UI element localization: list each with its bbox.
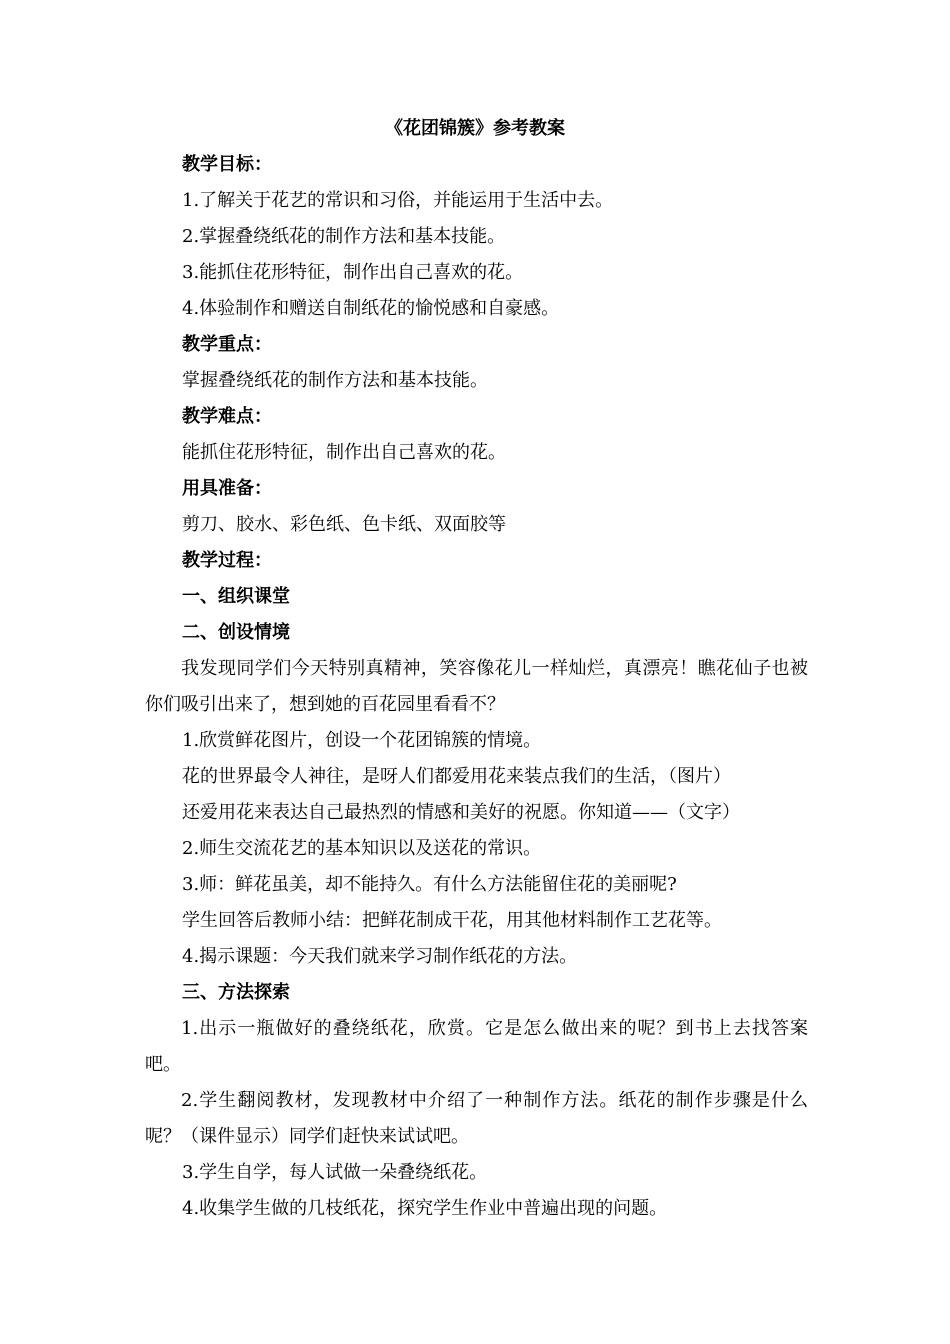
difficulty-text: 能抓住花形特征，制作出自己喜欢的花。	[182, 442, 506, 463]
section-2-line: 1.欣赏鲜花图片，创设一个花团锦簇的情境。	[182, 730, 542, 751]
section-2-line: 还爱用花来表达自己最热烈的情感和美好的祝愿。你知道——（文字）	[182, 802, 740, 823]
section-2-intro: 我发现同学们今天特别真精神，笑容像花儿一样灿烂，真漂亮！瞧花仙子也被你们吸引出来了，想到她的百花园里看看不？	[145, 658, 808, 715]
key-point-text: 掌握叠绕纸花的制作方法和基本技能。	[182, 370, 488, 391]
document-title: 《花团锦簇》参考教案	[385, 118, 565, 139]
section-3-line: 4.收集学生做的几枝纸花，探究学生作业中普遍出现的问题。	[182, 1198, 668, 1219]
difficulty-heading: 教学难点：	[182, 406, 272, 427]
process-heading: 教学过程：	[182, 550, 272, 571]
section-3-heading: 三、方法探索	[182, 982, 290, 1003]
section-2-line: 4.揭示课题：今天我们就来学习制作纸花的方法。	[182, 946, 578, 967]
section-2-heading: 二、创设情境	[182, 622, 290, 643]
materials-text: 剪刀、胶水、彩色纸、色卡纸、双面胶等	[182, 514, 506, 535]
section-2-line: 花的世界最令人神往，是呀人们都爱用花来装点我们的生活，（图片）	[182, 766, 731, 787]
section-2-line: 2.师生交流花艺的基本知识以及送花的常识。	[182, 838, 542, 859]
section-3-line: 3.学生自学，每人试做一朵叠绕纸花。	[182, 1162, 488, 1183]
section-3-paragraph: 2.学生翻阅教材，发现教材中介绍了一种制作方法。纸花的制作步骤是什么呢？（课件显示）同学们赶快来试试吧。	[145, 1090, 808, 1147]
objective-item: 3.能抓住花形特征，制作出自己喜欢的花。	[182, 262, 524, 283]
section-2-line: 3.师：鲜花虽美，却不能持久。有什么方法能留住花的美丽呢?	[182, 874, 677, 895]
objectives-heading: 教学目标：	[182, 154, 272, 175]
section-3-paragraph: 1.出示一瓶做好的叠绕纸花，欣赏。它是怎么做出来的呢？到书上去找答案吧。	[145, 1018, 808, 1075]
objective-item: 4.体验制作和赠送自制纸花的愉悦感和自豪感。	[182, 298, 560, 319]
materials-heading: 用具准备：	[182, 478, 272, 499]
section-2-line: 学生回答后教师小结：把鲜花制成干花，用其他材料制作工艺花等。	[182, 910, 722, 931]
objective-item: 2.掌握叠绕纸花的制作方法和基本技能。	[182, 226, 506, 247]
objective-item: 1.了解关于花艺的常识和习俗，并能运用于生活中去。	[182, 190, 614, 211]
key-point-heading: 教学重点：	[182, 334, 272, 355]
section-1-heading: 一、组织课堂	[182, 586, 290, 607]
